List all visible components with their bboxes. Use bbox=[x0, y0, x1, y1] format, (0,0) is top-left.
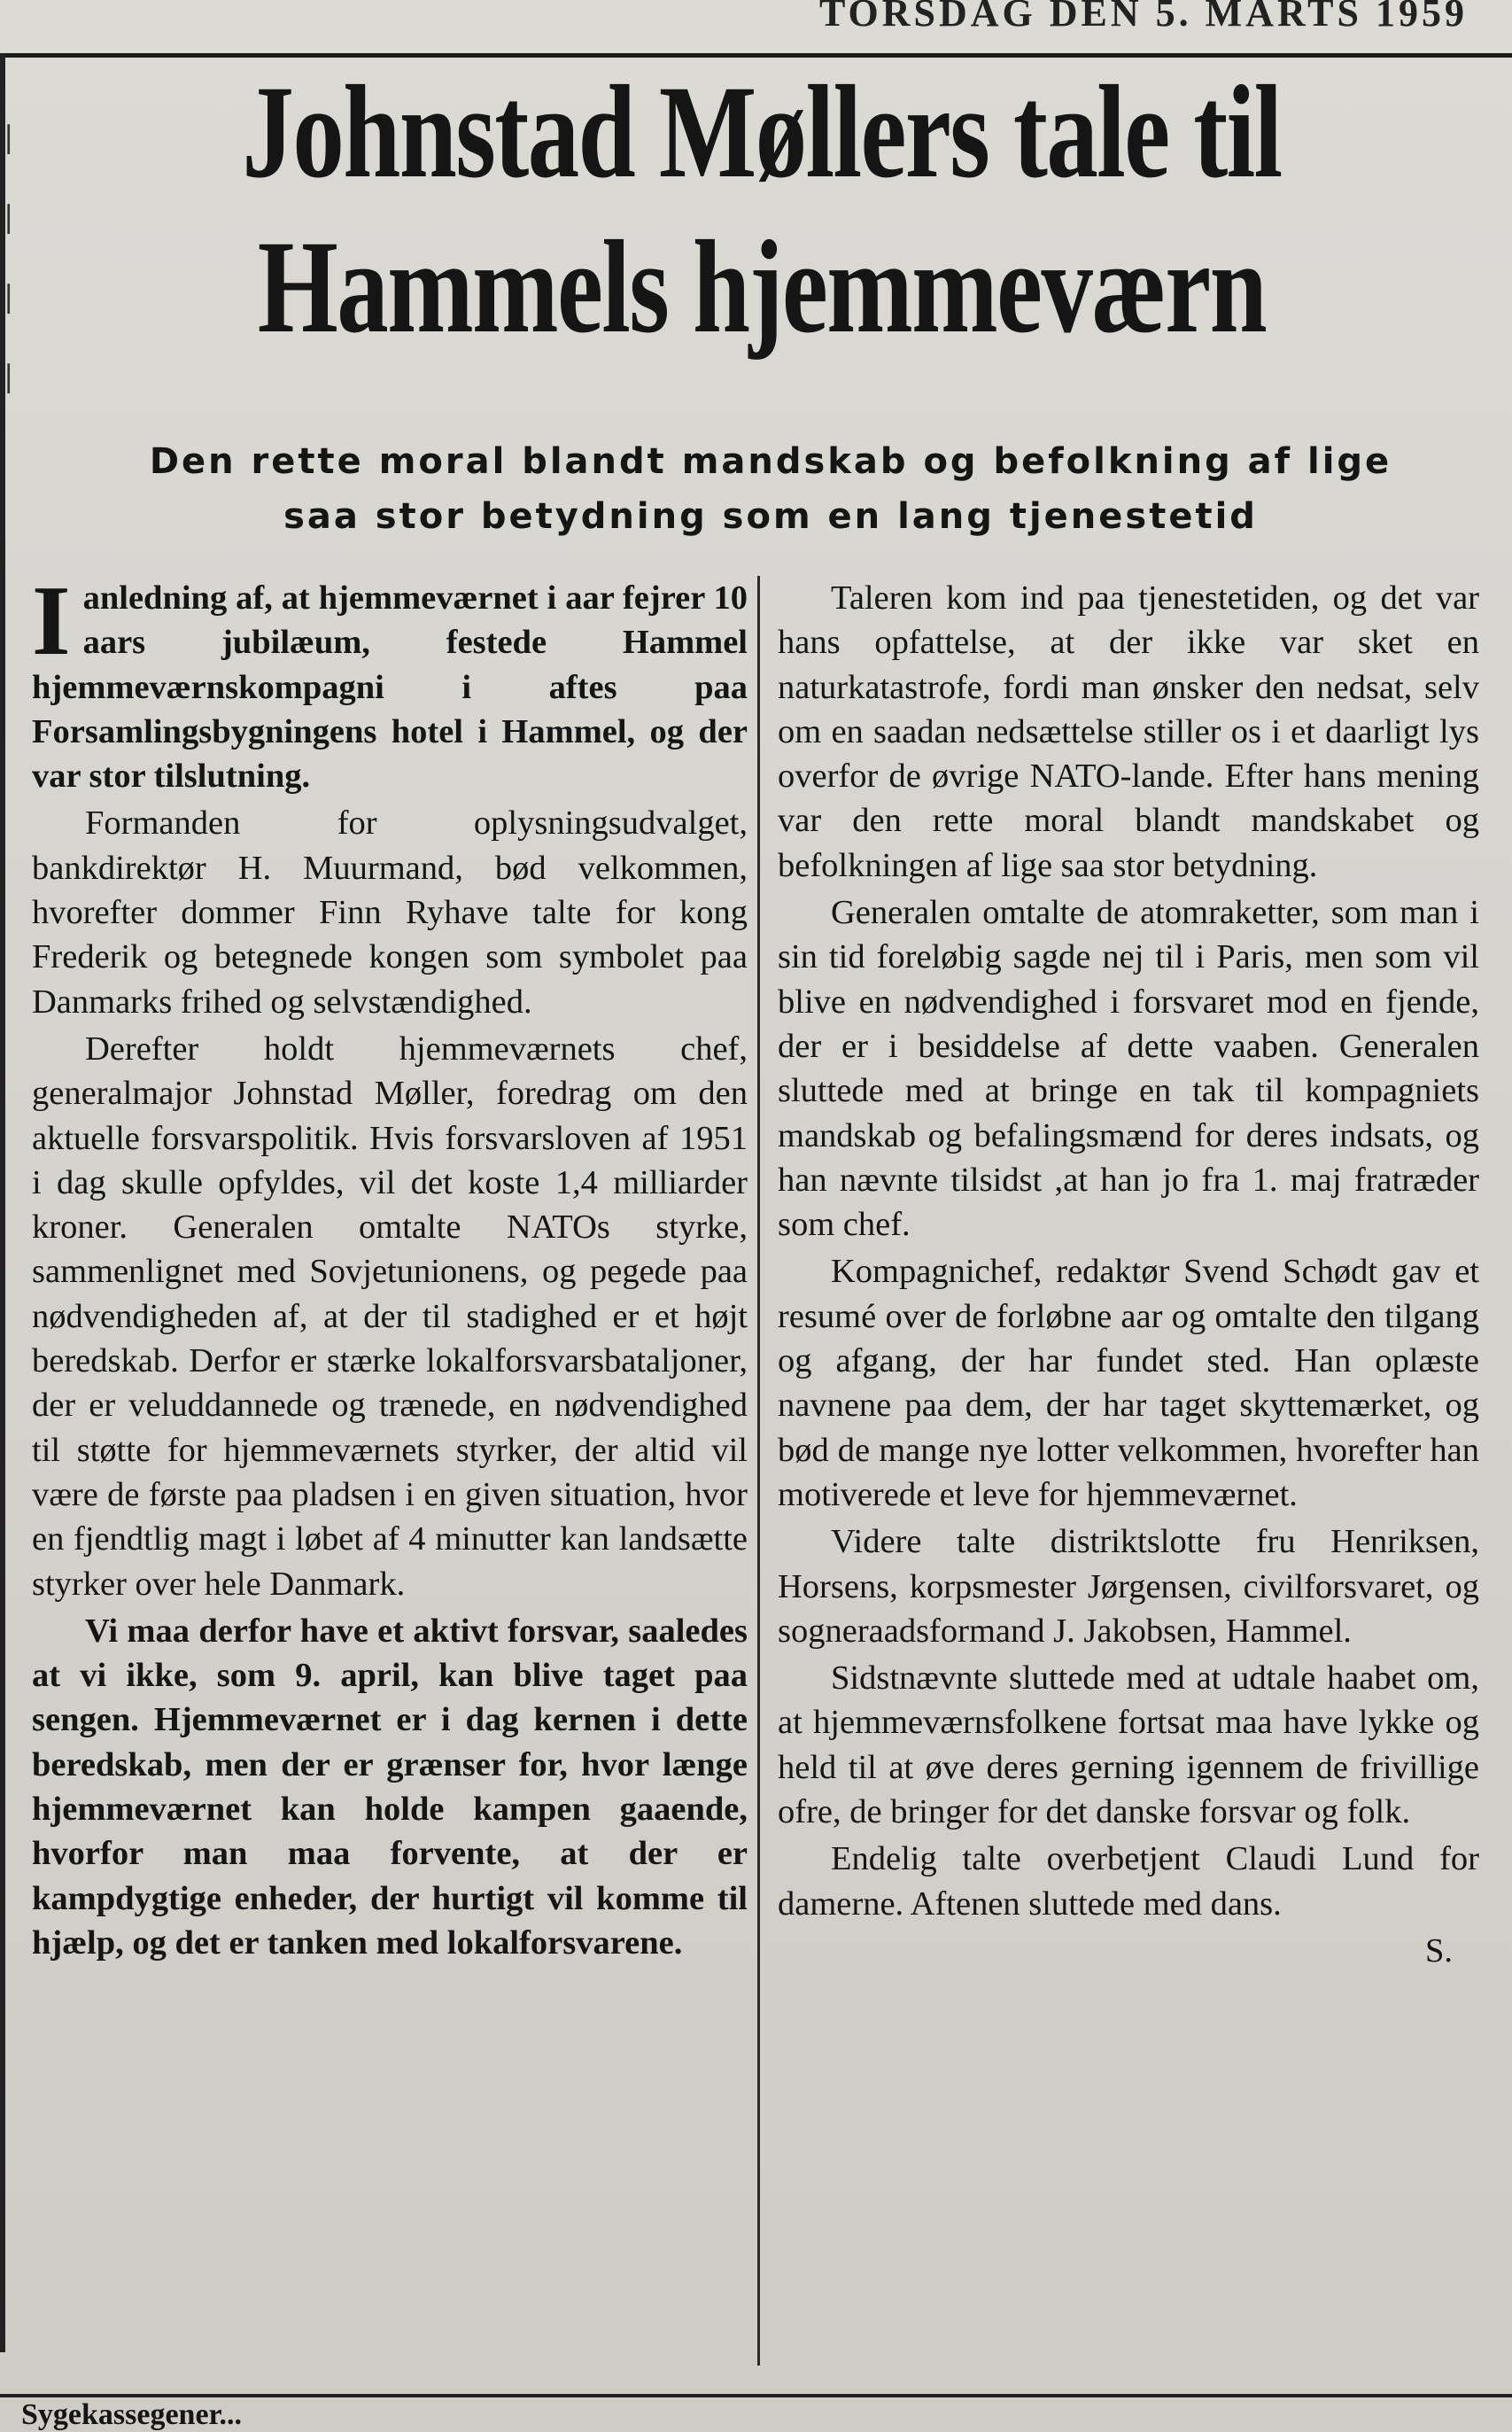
headline-line-1: Johnstad Møllers tale til bbox=[242, 58, 1282, 206]
bottom-rule bbox=[0, 2394, 1512, 2397]
paragraph: Generalen omtalte de atomraketter, som man i sin tid foreløbig sagde nej til i Paris, men som vil blive en nødvendighed i forsvaret mod en fjende, der er i besiddelse af dette vaaben. Generalen sluttede med at bringe en tak til kompagniets mandskab og befalingsmænd for deres indsats, og han nævnte tilsidst ,at han jo fra 1. maj fratræder som chef. bbox=[778, 894, 1479, 1244]
margin-fragments: | | | | bbox=[4, 120, 14, 394]
next-article-fragment: Sygekassegener... bbox=[21, 2398, 243, 2431]
paragraph: Kompagnichef, redaktør Svend Schødt gav et resumé over de forløbne aar og omtalte den tilgang og afgang, der har fundet sted. Han oplæste navnene paa dem, der har taget skyttemærket, og bød de mange nye lotter velkommen, hvorefter han motiverede et leve for hjemmeværnet. bbox=[778, 1253, 1479, 1513]
subheadline-line-2: saa stor betydning som en lang tjenestetid bbox=[283, 496, 1258, 537]
paragraph: Formanden for oplysningsudvalget, bankdirektør H. Muurmand, bød velkommen, hvorefter dommer Finn Ryhave talte for kong Frederik og betegnede kongen som symbolet paa Danmarks frihed og selvstændighed. bbox=[32, 804, 748, 1021]
subheadline bbox=[71, 434, 1470, 544]
author-signature: S. bbox=[1424, 1931, 1453, 1970]
drop-cap: I bbox=[32, 566, 71, 676]
article-column-left bbox=[32, 566, 748, 1968]
column-gutter-rule bbox=[757, 576, 760, 2366]
paragraph: Vi maa derfor have et aktivt forsvar, saaledes at vi ikke, som 9. april, kan blive taget paa sengen. Hjemmeværnet er i dag kernen i dette beredskab, men der er grænser for, hvor længe hjemmeværnet kan holde kampen gaaende, hvorfor man maa forvente, at der er kampdygtige enheder, der hurtigt vil komme til hjælp, og det er tanken med lokalforsvarene. bbox=[32, 1612, 748, 1962]
headline-line-2: Hammels hjemmeværn bbox=[257, 214, 1267, 361]
paragraph: Sidstnævnte sluttede med at udtale haabet om, at hjemmeværnsfolkene fortsat maa have lykke og held til at øve deres gerning igennem de frivillige ofre, de bringer for det danske forsvar og folk. bbox=[778, 1659, 1479, 1831]
paragraph: Endelig talte overbetjent Claudi Lund for damerne. Aftenen sluttede med dans. bbox=[778, 1840, 1479, 1923]
paragraph: Derefter holdt hjemmeværnets chef, generalmajor Johnstad Møller, foredrag om den aktuelle forsvarspolitik. Hvis forsvarsloven af 1951 i dag skulle opfyldes, vil det koste 1,4 milliarder kroner. Generalen omtalte NATOs styrke, sammenlignet med Sovjetunionens, og pegede paa nødvendigheden af, at der til stadighed er et højt beredskab. Derfor er stærke lokalforsvarsbataljoner, der er veluddannede og trænede, en nødvendighed til støtte for hjemmeværnets styrker, der altid vil være de første paa pladsen i en given situation, hvor en fjendtlig magt i løbet af 4 minutter kan landsætte styrker over hele Danmark. bbox=[32, 1030, 748, 1603]
subheadline-line-1: Den rette moral blandt mandskab og befolkning af lige bbox=[149, 441, 1392, 482]
article-column-right bbox=[778, 576, 1479, 1976]
lead-paragraph-text: anledning af, at hjemmeværnet i aar fejrer 10 aars jubilæum, festede Hammel hjemmeværnskompagni i aftes paa Forsamlingsbygningens hotel i Hammel, og der var stor tilslutning. bbox=[32, 579, 748, 796]
dateline: TORSDAG DEN 5. MARTS 1959 bbox=[818, 0, 1468, 35]
headline bbox=[195, 55, 1328, 365]
lead-paragraph bbox=[32, 566, 748, 798]
paragraph: Videre talte distriktslotte fru Henriksen, Horsens, korpsmester Jørgensen, civilforsvaret, og sogneraadsformand J. Jakobsen, Hammel. bbox=[778, 1523, 1479, 1650]
paragraph: Taleren kom ind paa tjenestetiden, og det var hans opfattelse, at der ikke var sket en naturkatastrofe, fordi man ønsker den nedsat, selv om en saadan nedsættelse stiller os i et daarligt lys overfor de øvrige NATO-lande. Efter hans mening var den rette moral blandt mandskabet og befolkningen af lige saa stor betydning. bbox=[778, 579, 1479, 884]
